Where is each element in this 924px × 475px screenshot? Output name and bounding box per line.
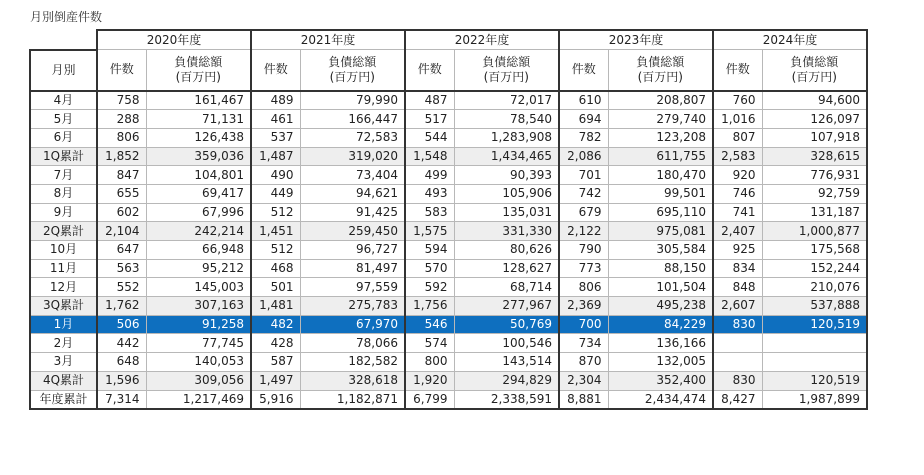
amount-cell: 1,182,871 bbox=[300, 390, 405, 409]
count-cell: 679 bbox=[559, 203, 608, 222]
amount-cell: 68,714 bbox=[454, 278, 559, 297]
count-cell: 1,481 bbox=[251, 297, 300, 316]
amount-cell: 78,540 bbox=[454, 110, 559, 129]
amount-cell: 166,447 bbox=[300, 110, 405, 129]
amount-cell: 84,229 bbox=[608, 315, 713, 334]
row-label: 3月 bbox=[30, 353, 97, 372]
amount-cell: 88,150 bbox=[608, 259, 713, 278]
subtotal-row bbox=[30, 222, 867, 241]
amount-cell: 126,097 bbox=[762, 110, 867, 129]
row-label: 4Q累計 bbox=[30, 371, 97, 390]
amount-column-header: 負債総額 (百万円) bbox=[146, 50, 251, 91]
amount-cell: 145,003 bbox=[146, 278, 251, 297]
amount-cell: 1,283,908 bbox=[454, 128, 559, 147]
count-cell: 482 bbox=[251, 315, 300, 334]
amount-cell: 66,948 bbox=[146, 241, 251, 260]
count-cell: 830 bbox=[713, 315, 762, 334]
amount-cell: 695,110 bbox=[608, 203, 713, 222]
count-cell: 594 bbox=[405, 241, 454, 260]
count-cell: 701 bbox=[559, 166, 608, 185]
page-title: 月別倒産件数 bbox=[30, 10, 103, 24]
count-cell: 2,104 bbox=[97, 222, 146, 241]
amount-cell: 131,187 bbox=[762, 203, 867, 222]
table-row bbox=[30, 184, 867, 203]
count-cell: 870 bbox=[559, 353, 608, 372]
count-cell: 800 bbox=[405, 353, 454, 372]
amount-cell: 67,970 bbox=[300, 315, 405, 334]
amount-cell: 79,990 bbox=[300, 91, 405, 110]
count-cell: 1,920 bbox=[405, 371, 454, 390]
amount-cell: 71,131 bbox=[146, 110, 251, 129]
amount-cell: 99,501 bbox=[608, 184, 713, 203]
amount-cell bbox=[762, 334, 867, 353]
table-row bbox=[30, 334, 867, 353]
table-row bbox=[30, 259, 867, 278]
amount-cell: 104,801 bbox=[146, 166, 251, 185]
count-cell: 694 bbox=[559, 110, 608, 129]
amount-cell: 328,615 bbox=[762, 147, 867, 166]
amount-cell: 143,514 bbox=[454, 353, 559, 372]
count-cell: 920 bbox=[713, 166, 762, 185]
count-cell: 834 bbox=[713, 259, 762, 278]
row-label: 2月 bbox=[30, 334, 97, 353]
amount-cell bbox=[762, 353, 867, 372]
amount-cell: 94,600 bbox=[762, 91, 867, 110]
table-row bbox=[30, 166, 867, 185]
column-header-row bbox=[30, 50, 867, 91]
amount-cell: 1,987,899 bbox=[762, 390, 867, 409]
table-row bbox=[30, 353, 867, 372]
table-row bbox=[30, 91, 867, 110]
amount-cell: 50,769 bbox=[454, 315, 559, 334]
year-header-row bbox=[30, 30, 867, 50]
amount-cell: 305,584 bbox=[608, 241, 713, 260]
count-cell: 552 bbox=[97, 278, 146, 297]
count-cell: 848 bbox=[713, 278, 762, 297]
count-column-header: 件数 bbox=[559, 50, 608, 91]
count-cell: 506 bbox=[97, 315, 146, 334]
count-cell: 546 bbox=[405, 315, 454, 334]
count-cell: 8,427 bbox=[713, 390, 762, 409]
count-cell: 758 bbox=[97, 91, 146, 110]
amount-column-header: 負債総額 (百万円) bbox=[608, 50, 713, 91]
row-label: 2Q累計 bbox=[30, 222, 97, 241]
amount-cell: 96,727 bbox=[300, 241, 405, 260]
count-cell: 2,086 bbox=[559, 147, 608, 166]
count-cell: 501 bbox=[251, 278, 300, 297]
table-row bbox=[30, 110, 867, 129]
amount-cell: 975,081 bbox=[608, 222, 713, 241]
amount-column-header: 負債総額 (百万円) bbox=[762, 50, 867, 91]
count-cell: 807 bbox=[713, 128, 762, 147]
amount-cell: 126,438 bbox=[146, 128, 251, 147]
count-cell: 2,607 bbox=[713, 297, 762, 316]
amount-cell: 277,967 bbox=[454, 297, 559, 316]
subtotal-row bbox=[30, 371, 867, 390]
amount-cell: 100,546 bbox=[454, 334, 559, 353]
row-label: 3Q累計 bbox=[30, 297, 97, 316]
count-cell: 790 bbox=[559, 241, 608, 260]
amount-column-header: 負債総額 (百万円) bbox=[300, 50, 405, 91]
count-cell: 1,451 bbox=[251, 222, 300, 241]
amount-cell: 242,214 bbox=[146, 222, 251, 241]
row-label: 1月 bbox=[30, 315, 97, 334]
count-cell: 746 bbox=[713, 184, 762, 203]
amount-cell: 77,745 bbox=[146, 334, 251, 353]
count-cell: 5,916 bbox=[251, 390, 300, 409]
amount-cell: 107,918 bbox=[762, 128, 867, 147]
corner-cell bbox=[30, 30, 97, 50]
count-cell: 1,497 bbox=[251, 371, 300, 390]
amount-cell: 90,393 bbox=[454, 166, 559, 185]
amount-cell: 81,497 bbox=[300, 259, 405, 278]
amount-cell: 91,258 bbox=[146, 315, 251, 334]
count-cell: 602 bbox=[97, 203, 146, 222]
count-column-header: 件数 bbox=[405, 50, 454, 91]
count-cell: 6,799 bbox=[405, 390, 454, 409]
amount-cell: 92,759 bbox=[762, 184, 867, 203]
count-cell: 648 bbox=[97, 353, 146, 372]
amount-cell: 132,005 bbox=[608, 353, 713, 372]
count-cell: 468 bbox=[251, 259, 300, 278]
amount-cell: 78,066 bbox=[300, 334, 405, 353]
row-label: 年度累計 bbox=[30, 390, 97, 409]
row-label: 12月 bbox=[30, 278, 97, 297]
count-cell: 7,314 bbox=[97, 390, 146, 409]
amount-cell: 140,053 bbox=[146, 353, 251, 372]
count-cell: 1,487 bbox=[251, 147, 300, 166]
count-cell: 537 bbox=[251, 128, 300, 147]
count-column-header: 件数 bbox=[251, 50, 300, 91]
count-cell: 449 bbox=[251, 184, 300, 203]
amount-cell: 1,000,877 bbox=[762, 222, 867, 241]
table-row bbox=[30, 241, 867, 260]
count-cell: 655 bbox=[97, 184, 146, 203]
count-cell: 2,583 bbox=[713, 147, 762, 166]
amount-cell: 128,627 bbox=[454, 259, 559, 278]
count-cell: 442 bbox=[97, 334, 146, 353]
count-cell: 806 bbox=[97, 128, 146, 147]
amount-cell: 91,425 bbox=[300, 203, 405, 222]
amount-cell: 180,470 bbox=[608, 166, 713, 185]
count-cell: 574 bbox=[405, 334, 454, 353]
amount-cell: 1,217,469 bbox=[146, 390, 251, 409]
count-cell: 461 bbox=[251, 110, 300, 129]
subtotal-row bbox=[30, 297, 867, 316]
count-cell: 742 bbox=[559, 184, 608, 203]
amount-cell: 328,618 bbox=[300, 371, 405, 390]
amount-cell: 352,400 bbox=[608, 371, 713, 390]
count-cell: 741 bbox=[713, 203, 762, 222]
amount-cell: 72,583 bbox=[300, 128, 405, 147]
table-row bbox=[30, 278, 867, 297]
year-header: 2023年度 bbox=[559, 30, 713, 50]
count-column-header: 件数 bbox=[713, 50, 762, 91]
count-cell: 700 bbox=[559, 315, 608, 334]
table-body bbox=[30, 91, 867, 410]
amount-cell: 294,829 bbox=[454, 371, 559, 390]
row-label: 10月 bbox=[30, 241, 97, 260]
amount-cell: 73,404 bbox=[300, 166, 405, 185]
count-cell: 2,304 bbox=[559, 371, 608, 390]
row-label: 6月 bbox=[30, 128, 97, 147]
count-cell: 1,596 bbox=[97, 371, 146, 390]
count-cell: 734 bbox=[559, 334, 608, 353]
count-cell: 512 bbox=[251, 203, 300, 222]
count-cell: 610 bbox=[559, 91, 608, 110]
count-cell: 847 bbox=[97, 166, 146, 185]
amount-cell: 72,017 bbox=[454, 91, 559, 110]
amount-cell: 307,163 bbox=[146, 297, 251, 316]
amount-cell: 208,807 bbox=[608, 91, 713, 110]
amount-cell: 275,783 bbox=[300, 297, 405, 316]
subtotal-row bbox=[30, 147, 867, 166]
count-cell: 782 bbox=[559, 128, 608, 147]
amount-cell: 80,626 bbox=[454, 241, 559, 260]
amount-cell: 101,504 bbox=[608, 278, 713, 297]
year-header: 2022年度 bbox=[405, 30, 559, 50]
count-cell: 2,407 bbox=[713, 222, 762, 241]
amount-cell: 259,450 bbox=[300, 222, 405, 241]
amount-cell: 152,244 bbox=[762, 259, 867, 278]
count-cell: 587 bbox=[251, 353, 300, 372]
row-label: 11月 bbox=[30, 259, 97, 278]
count-cell: 487 bbox=[405, 91, 454, 110]
amount-cell: 175,568 bbox=[762, 241, 867, 260]
amount-cell: 120,519 bbox=[762, 315, 867, 334]
count-column-header: 件数 bbox=[97, 50, 146, 91]
count-cell: 830 bbox=[713, 371, 762, 390]
count-cell: 773 bbox=[559, 259, 608, 278]
count-cell: 1,575 bbox=[405, 222, 454, 241]
count-cell: 2,369 bbox=[559, 297, 608, 316]
amount-cell: 94,621 bbox=[300, 184, 405, 203]
amount-cell: 69,417 bbox=[146, 184, 251, 203]
amount-cell: 97,559 bbox=[300, 278, 405, 297]
count-cell: 563 bbox=[97, 259, 146, 278]
amount-cell: 279,740 bbox=[608, 110, 713, 129]
count-cell: 8,881 bbox=[559, 390, 608, 409]
amount-cell: 495,238 bbox=[608, 297, 713, 316]
amount-cell: 331,330 bbox=[454, 222, 559, 241]
year-header: 2024年度 bbox=[713, 30, 867, 50]
count-cell: 1,548 bbox=[405, 147, 454, 166]
year-header: 2021年度 bbox=[251, 30, 405, 50]
amount-cell: 537,888 bbox=[762, 297, 867, 316]
count-cell: 512 bbox=[251, 241, 300, 260]
count-cell: 1,762 bbox=[97, 297, 146, 316]
amount-cell: 611,755 bbox=[608, 147, 713, 166]
count-cell: 647 bbox=[97, 241, 146, 260]
amount-cell: 776,931 bbox=[762, 166, 867, 185]
amount-cell: 309,056 bbox=[146, 371, 251, 390]
bankruptcy-table bbox=[29, 29, 868, 410]
amount-cell: 359,036 bbox=[146, 147, 251, 166]
row-label: 8月 bbox=[30, 184, 97, 203]
count-cell: 2,122 bbox=[559, 222, 608, 241]
count-cell: 1,016 bbox=[713, 110, 762, 129]
year-header: 2020年度 bbox=[97, 30, 251, 50]
amount-cell: 2,338,591 bbox=[454, 390, 559, 409]
count-cell: 428 bbox=[251, 334, 300, 353]
amount-cell: 105,906 bbox=[454, 184, 559, 203]
count-cell: 1,852 bbox=[97, 147, 146, 166]
amount-cell: 210,076 bbox=[762, 278, 867, 297]
highlighted-row bbox=[30, 315, 867, 334]
count-cell: 592 bbox=[405, 278, 454, 297]
count-cell: 760 bbox=[713, 91, 762, 110]
month-column-header: 月別 bbox=[30, 50, 97, 91]
row-label: 7月 bbox=[30, 166, 97, 185]
total-row bbox=[30, 390, 867, 409]
amount-cell: 182,582 bbox=[300, 353, 405, 372]
row-label: 1Q累計 bbox=[30, 147, 97, 166]
count-cell bbox=[713, 353, 762, 372]
count-cell bbox=[713, 334, 762, 353]
amount-cell: 120,519 bbox=[762, 371, 867, 390]
count-cell: 544 bbox=[405, 128, 454, 147]
row-label: 4月 bbox=[30, 91, 97, 110]
amount-cell: 135,031 bbox=[454, 203, 559, 222]
amount-cell: 67,996 bbox=[146, 203, 251, 222]
amount-cell: 136,166 bbox=[608, 334, 713, 353]
count-cell: 570 bbox=[405, 259, 454, 278]
count-cell: 493 bbox=[405, 184, 454, 203]
table-row bbox=[30, 128, 867, 147]
count-cell: 499 bbox=[405, 166, 454, 185]
count-cell: 489 bbox=[251, 91, 300, 110]
count-cell: 925 bbox=[713, 241, 762, 260]
count-cell: 490 bbox=[251, 166, 300, 185]
count-cell: 288 bbox=[97, 110, 146, 129]
amount-cell: 2,434,474 bbox=[608, 390, 713, 409]
amount-column-header: 負債総額 (百万円) bbox=[454, 50, 559, 91]
amount-cell: 161,467 bbox=[146, 91, 251, 110]
count-cell: 1,756 bbox=[405, 297, 454, 316]
count-cell: 583 bbox=[405, 203, 454, 222]
count-cell: 517 bbox=[405, 110, 454, 129]
amount-cell: 319,020 bbox=[300, 147, 405, 166]
amount-cell: 123,208 bbox=[608, 128, 713, 147]
row-label: 5月 bbox=[30, 110, 97, 129]
row-label: 9月 bbox=[30, 203, 97, 222]
amount-cell: 95,212 bbox=[146, 259, 251, 278]
amount-cell: 1,434,465 bbox=[454, 147, 559, 166]
table-row bbox=[30, 203, 867, 222]
count-cell: 806 bbox=[559, 278, 608, 297]
